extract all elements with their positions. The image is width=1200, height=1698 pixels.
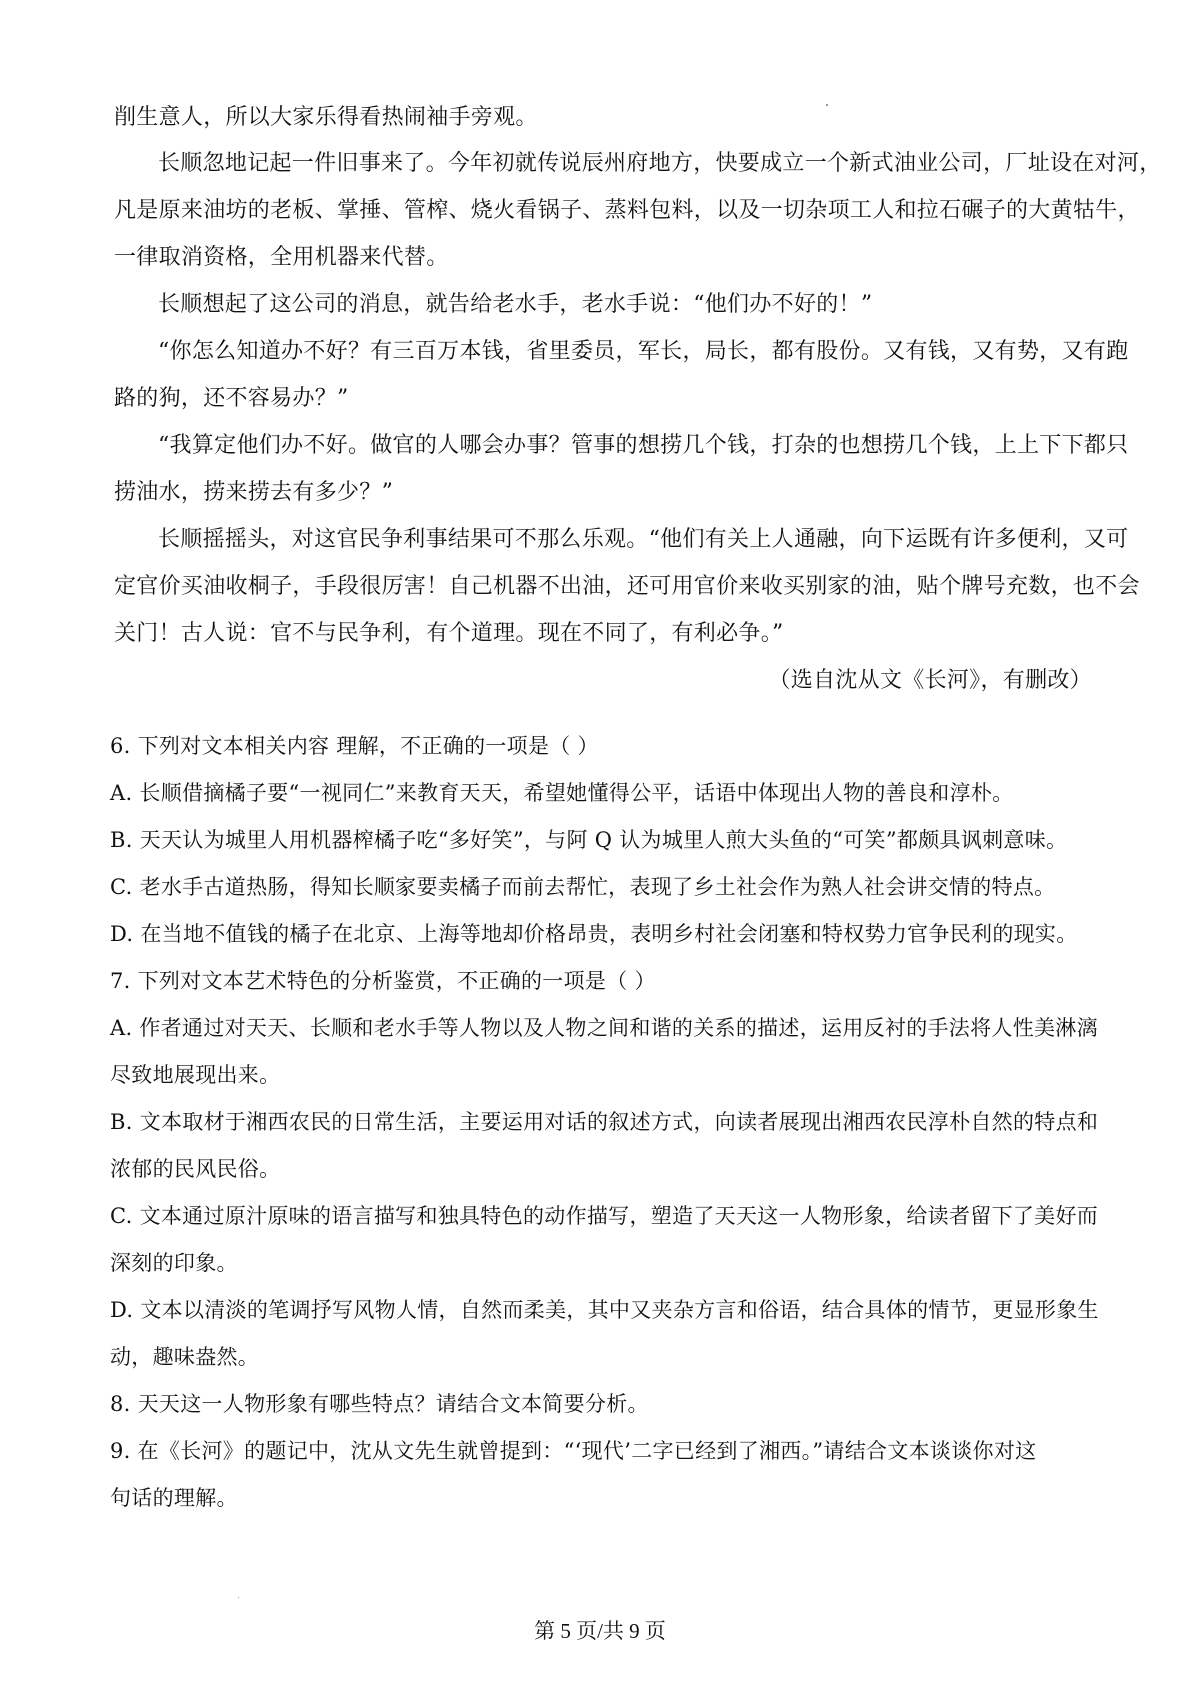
- passage-line: 凡是原来油坊的老板、掌捶、管榨、烧火看锅子、蒸料包料，以及一切杂项工人和拉石碾子的大黄牯牛，: [114, 198, 1140, 223]
- passage-line: 长顺摇摇头，对这官民争利事结果可不那么乐观。“他们有关上人通融，向下运既有许多便利，又可: [158, 527, 1129, 552]
- passage-line: 定官价买油收桐子，手段很厉害！自己机器不出油，还可用官价来收买别家的油，贴个牌号充数，也不会: [114, 574, 1140, 599]
- passage-line: 关门！古人说：官不与民争利，有个道理。现在不同了，有利必争。”: [114, 621, 784, 646]
- scan-speck: [826, 104, 828, 106]
- question-7-stem: 7. 下列对文本艺术特色的分析鉴赏，不正确的一项是（ ）: [110, 969, 656, 993]
- page-footer: 第 5 页/共 9 页: [534, 1619, 666, 1643]
- question-6-option-a: A. 长顺借摘橘子要“一视同仁”来教育天天，希望她懂得公平，话语中体现出人物的善良和淳朴。: [110, 781, 1014, 805]
- passage-line: 路的狗，还不容易办？”: [114, 386, 349, 411]
- question-8: 8. 天天这一人物形象有哪些特点？请结合文本简要分析。: [110, 1392, 649, 1416]
- passage-line: “我算定他们办不好。做官的人哪会办事？管事的想捞几个钱，打杂的也想捞几个钱，上上下下都只: [158, 433, 1129, 458]
- question-7-option-d-cont: 动，趣味盎然。: [110, 1345, 260, 1369]
- question-6-stem: 6. 下列对文本相关内容 理解，不正确的一项是（ ）: [110, 734, 599, 758]
- question-9: 9. 在《长河》的题记中，沈从文先生就曾提到：“‘现代’二字已经到了湘西。”请结合文本谈谈你对这: [110, 1439, 1037, 1463]
- passage-line: 捞油水，捞来捞去有多少？”: [114, 480, 394, 505]
- question-6-option-b: B. 天天认为城里人用机器榨橘子吃“多好笑”，与阿 Q 认为城里人煎大头鱼的“可笑”都颇具讽刺意味。: [110, 828, 1068, 852]
- question-6-option-d: D. 在当地不值钱的橘子在北京、上海等地却价格昂贵，表明乡村社会闭塞和特权势力官争民利的现实。: [110, 922, 1078, 946]
- question-7-option-a-cont: 尽致地展现出来。: [110, 1063, 281, 1087]
- source-citation: （选自沈从文《长河》，有删改）: [768, 668, 1092, 693]
- question-7-option-b-cont: 浓郁的民风民俗。: [110, 1157, 281, 1181]
- scan-speck: [238, 1597, 239, 1598]
- passage-line: “你怎么知道办不好？有三百万本钱，省里委员，军长，局长，都有股份。又有钱，又有势，又有跑: [158, 339, 1129, 364]
- question-7-option-c: C. 文本通过原汁原味的语言描写和独具特色的动作描写，塑造了天天这一人物形象，给读者留下了美好而: [110, 1204, 1099, 1228]
- passage-line: 削生意人，所以大家乐得看热闹袖手旁观。: [114, 105, 538, 130]
- question-7-option-d: D. 文本以清淡的笔调抒写风物人情，自然而柔美，其中又夹杂方言和俗语，结合具体的情节，更显形象生: [110, 1298, 1099, 1322]
- passage-line: 一律取消资格，全用机器来代替。: [114, 245, 449, 270]
- question-7-option-a: A. 作者通过对天天、长顺和老水手等人物以及人物之间和谐的关系的描述，运用反衬的手法将人性美淋漓: [110, 1016, 1098, 1040]
- passage-line: 长顺忽地记起一件旧事来了。今年初就传说辰州府地方，快要成立一个新式油业公司，厂址设在对河，: [158, 151, 1162, 176]
- question-7-option-b: B. 文本取材于湘西农民的日常生活，主要运用对话的叙述方式，向读者展现出湘西农民淳朴自然的特点和: [110, 1110, 1099, 1134]
- passage-line: 长顺想起了这公司的消息，就告给老水手，老水手说：“他们办不好的！”: [158, 292, 873, 317]
- question-6-option-c: C. 老水手古道热肠，得知长顺家要卖橘子而前去帮忙，表现了乡土社会作为熟人社会讲交情的特点。: [110, 875, 1056, 899]
- question-7-option-c-cont: 深刻的印象。: [110, 1251, 238, 1275]
- question-9-cont: 句话的理解。: [110, 1486, 238, 1510]
